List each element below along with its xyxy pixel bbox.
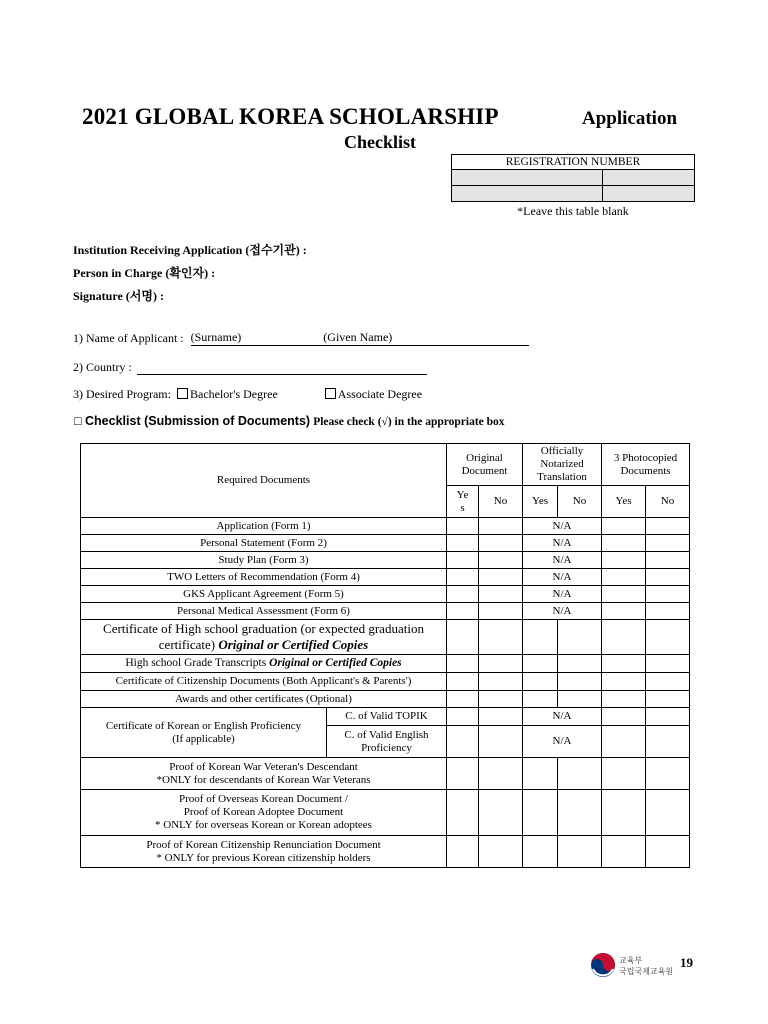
check-cell[interactable] [523, 655, 558, 673]
table-row [81, 790, 690, 836]
country-line [73, 360, 427, 375]
registration-number-table [451, 154, 695, 202]
check-cell[interactable] [646, 655, 690, 673]
row-label: Proof of Overseas Korean Document / Proof of Korean Adoptee Document * ONLY for overseas Korean or Korean adoptees [81, 790, 447, 836]
check-cell[interactable] [646, 586, 690, 603]
check-cell[interactable] [447, 620, 479, 655]
na-cell: N/A [523, 569, 602, 586]
header-original-no: No [479, 486, 523, 518]
table-row [81, 552, 690, 569]
given-name-label: (Given Name) [323, 330, 393, 344]
check-cell[interactable] [523, 790, 558, 836]
check-cell[interactable] [447, 603, 479, 620]
registration-cell[interactable] [452, 170, 603, 186]
check-cell[interactable] [447, 691, 479, 708]
country-label: 2) Country : [73, 360, 132, 374]
table-row [81, 518, 690, 535]
registration-cell[interactable] [452, 186, 603, 202]
row-label: Certificate of Citizenship Documents (Both Applicant's & Parents') [81, 673, 447, 691]
registration-note: *Leave this table blank [517, 204, 629, 218]
row-label: Certificate of High school graduation (or expected graduation certificate) Original or Certified Copies [81, 620, 447, 655]
applicant-name-field[interactable] [191, 330, 529, 346]
surname-label: (Surname) [190, 330, 242, 344]
row-label: Proof of Korean War Veteran's Descendant *ONLY for descendants of Korean War Veterans [81, 758, 447, 790]
country-field[interactable] [137, 362, 427, 375]
header-required-documents: Required Documents [81, 444, 447, 518]
header-photocopy-yes: Yes [602, 486, 646, 518]
check-cell[interactable] [447, 535, 479, 552]
associate-checkbox[interactable] [325, 388, 336, 399]
check-cell[interactable] [558, 758, 602, 790]
check-cell[interactable] [558, 691, 602, 708]
check-cell[interactable] [602, 569, 646, 586]
check-cell[interactable] [646, 726, 690, 758]
row-label: Personal Statement (Form 2) [81, 535, 447, 552]
row-label: Study Plan (Form 3) [81, 552, 447, 569]
check-cell[interactable] [447, 790, 479, 836]
check-cell[interactable] [602, 518, 646, 535]
row-label-proficiency: Certificate of Korean or English Proficiency (If applicable) [81, 708, 327, 758]
table-row [81, 836, 690, 868]
row-label: Awards and other certificates (Optional) [81, 691, 447, 708]
check-cell[interactable] [479, 569, 523, 586]
check-cell[interactable] [646, 552, 690, 569]
check-cell[interactable] [646, 836, 690, 868]
check-cell[interactable] [479, 691, 523, 708]
check-cell[interactable] [646, 535, 690, 552]
check-cell[interactable] [602, 552, 646, 569]
check-cell[interactable] [602, 758, 646, 790]
check-cell[interactable] [646, 691, 690, 708]
check-cell[interactable] [558, 655, 602, 673]
na-cell: N/A [523, 518, 602, 535]
check-cell[interactable] [646, 603, 690, 620]
check-cell[interactable] [479, 603, 523, 620]
row-label: Personal Medical Assessment (Form 6) [81, 603, 447, 620]
sub-label-english: C. of Valid English Proficiency [327, 726, 447, 758]
check-cell[interactable] [602, 603, 646, 620]
check-cell[interactable] [602, 655, 646, 673]
check-cell[interactable] [602, 726, 646, 758]
check-cell[interactable] [479, 726, 523, 758]
row-label: Application (Form 1) [81, 518, 447, 535]
check-cell[interactable] [602, 691, 646, 708]
check-cell[interactable] [447, 569, 479, 586]
header-photocopied: 3 Photocopied Documents [602, 444, 690, 486]
check-cell[interactable] [479, 552, 523, 569]
row-label: GKS Applicant Agreement (Form 5) [81, 586, 447, 603]
signature-label: Signature (서명) : [73, 289, 164, 303]
row-label: TWO Letters of Recommendation (Form 4) [81, 569, 447, 586]
header-original-yes: Ye s [447, 486, 479, 518]
checklist-table [80, 443, 690, 868]
check-cell[interactable] [479, 758, 523, 790]
check-cell[interactable] [479, 620, 523, 655]
row-label: High school Grade Transcripts Original or Certified Copies [81, 655, 447, 673]
document-title-application: Application [582, 108, 678, 129]
check-cell[interactable] [646, 673, 690, 691]
page-number: 19 [680, 955, 693, 970]
check-cell[interactable] [558, 673, 602, 691]
registration-cell[interactable] [603, 170, 695, 186]
check-cell[interactable] [447, 758, 479, 790]
registration-number-header: REGISTRATION NUMBER [452, 155, 695, 170]
check-cell[interactable] [479, 790, 523, 836]
bachelor-checkbox[interactable] [177, 388, 188, 399]
table-row [81, 569, 690, 586]
person-in-charge-label: Person in Charge (확인자) : [73, 266, 216, 280]
check-cell[interactable] [602, 620, 646, 655]
check-cell[interactable] [447, 708, 479, 726]
check-cell[interactable] [602, 708, 646, 726]
check-cell[interactable] [646, 569, 690, 586]
check-cell[interactable] [447, 518, 479, 535]
header-notarized-translation: Officially Notarized Translation [523, 444, 602, 486]
check-cell[interactable] [447, 836, 479, 868]
header-translation-yes: Yes [523, 486, 558, 518]
footer-ministry: 교육부 [619, 956, 643, 965]
na-cell: N/A [523, 708, 602, 726]
na-cell: N/A [523, 535, 602, 552]
check-cell[interactable] [479, 673, 523, 691]
check-cell[interactable] [479, 535, 523, 552]
header-original-document: Original Document [447, 444, 523, 486]
table-row [81, 655, 690, 673]
institution-receiving-label: Institution Receiving Application (접수기관) : [73, 243, 307, 257]
table-row [81, 673, 690, 691]
checklist-heading [74, 414, 505, 429]
check-cell[interactable] [523, 691, 558, 708]
check-cell[interactable] [523, 673, 558, 691]
desired-program-label: 3) Desired Program: [73, 387, 171, 401]
check-cell[interactable] [558, 620, 602, 655]
document-title-checklist: Checklist [344, 132, 416, 152]
check-cell[interactable] [447, 673, 479, 691]
taegeuk-logo-icon [590, 952, 616, 978]
registration-cell[interactable] [603, 186, 695, 202]
associate-label: Associate Degree [337, 387, 423, 401]
check-cell[interactable] [602, 673, 646, 691]
check-cell[interactable] [602, 836, 646, 868]
check-cell[interactable] [447, 655, 479, 673]
check-cell[interactable] [602, 790, 646, 836]
check-cell[interactable] [523, 620, 558, 655]
check-cell[interactable] [558, 836, 602, 868]
table-row [81, 620, 690, 655]
checklist-heading-suffix: Please check (√) in the appropriate box [313, 416, 505, 428]
header-translation-no: No [558, 486, 602, 518]
sub-label-topik: C. of Valid TOPIK [327, 708, 447, 726]
table-row [81, 603, 690, 620]
table-row [81, 758, 690, 790]
check-cell[interactable] [523, 758, 558, 790]
check-cell[interactable] [602, 586, 646, 603]
table-row [81, 691, 690, 708]
applicant-name-line [73, 330, 529, 346]
check-cell[interactable] [646, 518, 690, 535]
bachelor-label: Bachelor's Degree [189, 387, 278, 401]
na-cell: N/A [523, 552, 602, 569]
table-row [81, 535, 690, 552]
check-cell[interactable] [479, 708, 523, 726]
check-cell[interactable] [479, 518, 523, 535]
applicant-name-label: 1) Name of Applicant : [73, 331, 184, 345]
check-cell[interactable] [646, 790, 690, 836]
check-cell[interactable] [523, 836, 558, 868]
checklist-heading-prefix: □ Checklist (Submission of Documents) [74, 414, 311, 428]
check-cell[interactable] [447, 552, 479, 569]
check-cell[interactable] [646, 758, 690, 790]
check-cell[interactable] [646, 620, 690, 655]
desired-program-line [73, 387, 422, 402]
na-cell: N/A [523, 726, 602, 758]
check-cell[interactable] [558, 790, 602, 836]
check-cell[interactable] [479, 655, 523, 673]
document-title: 2021 GLOBAL KOREA SCHOLARSHIP [82, 104, 499, 129]
table-row [81, 708, 690, 726]
check-cell[interactable] [602, 535, 646, 552]
na-cell: N/A [523, 586, 602, 603]
check-cell[interactable] [646, 708, 690, 726]
header-photocopy-no: No [646, 486, 690, 518]
na-cell: N/A [523, 603, 602, 620]
check-cell[interactable] [447, 726, 479, 758]
footer-institution [619, 955, 673, 977]
check-cell[interactable] [479, 586, 523, 603]
check-cell[interactable] [479, 836, 523, 868]
table-row [81, 586, 690, 603]
row-label: Proof of Korean Citizenship Renunciation Document * ONLY for previous Korean citizenship holders [81, 836, 447, 868]
footer-institute: 국립국제교육원 [619, 967, 674, 976]
check-cell[interactable] [447, 586, 479, 603]
